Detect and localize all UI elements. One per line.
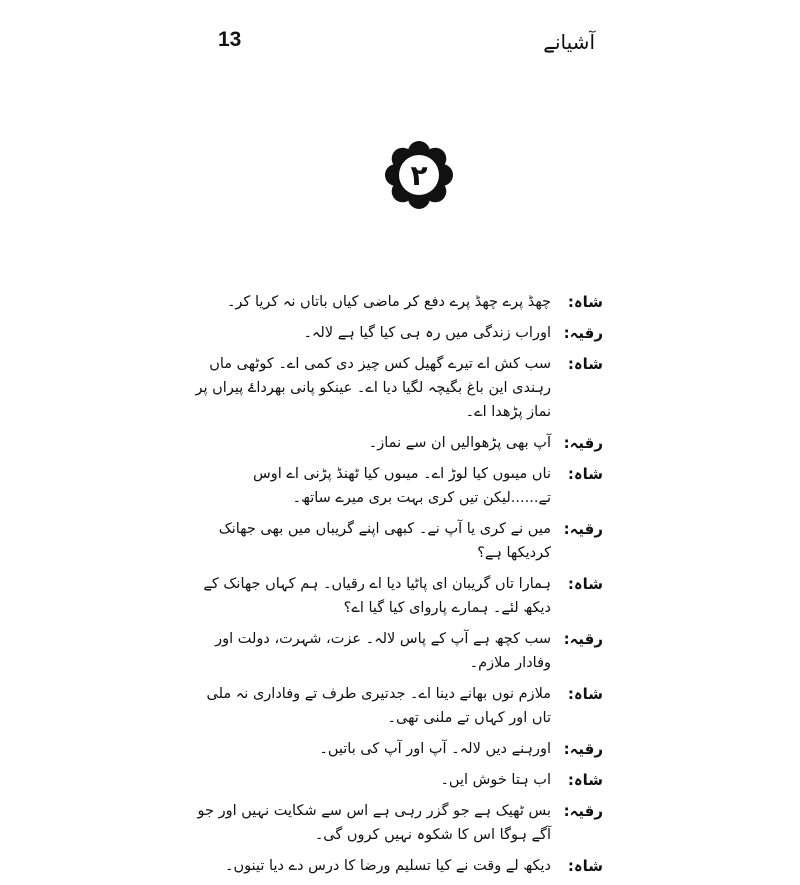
dialogue-line [195, 290, 603, 314]
speaker-label: شاہ: [567, 857, 603, 875]
dialogue-text: اورہنے دیں لالہ۔ آپ اور آپ کی باتیں۔ [319, 741, 551, 757]
dialogue-text: ملازم نوں بھانے دینا اے۔ جدتیری طرف تے وفاداری نہ ملی تاں اور کہاں تے ملنی تھی۔ [206, 686, 551, 726]
speaker-label: رقیہ: [563, 520, 603, 538]
dialogue-line [195, 627, 603, 675]
dialogue-line [195, 321, 603, 345]
dialogue-text: سب کش اے تیرے گھیل کس چیز دی کمی اے۔ کوٹھی ماں رہندی این باغ بگیچہ لگیا دیا اے۔ عینکو پانی بھرداۓ پیراں پر نماز پڑھدا اے۔ [195, 356, 551, 420]
dialogue-line [195, 768, 603, 792]
dialogue-text: دیکھ لے وقت نے کیا تسلیم ورضا کا درس دے دیا تینوں۔ [225, 858, 551, 874]
dialogue-line [195, 737, 603, 761]
dialogue-text: آپ بھی پڑھوالیں ان سے نماز۔ [368, 435, 551, 451]
dialogue-line [195, 799, 603, 847]
dialogue-text: میں نے کری یا آپ نے۔ کبھی اپنے گریباں میں بھی جھانک کردیکھا ہے؟ [218, 521, 551, 561]
dialogue-line [195, 854, 603, 878]
speaker-label: شاہ: [567, 355, 603, 373]
speaker-label: شاہ: [567, 685, 603, 703]
speaker-label: شاہ: [567, 465, 603, 483]
flower-ornament-icon [384, 140, 454, 210]
speaker-label: شاہ: [567, 771, 603, 789]
dialogue-line [195, 352, 603, 424]
chapter-number: ۲ [410, 159, 428, 192]
dialogue-line [195, 682, 603, 730]
dialogue-text: سب کچھ ہے آپ کے پاس لالہ۔ عزت، شہرت، دولت اور وفادار ملازم۔ [215, 631, 551, 671]
dialogue-text: اوراب زندگی میں رہ ہی کیا گیا ہے لالہ۔ [303, 325, 551, 341]
dialogue-block [195, 290, 603, 885]
dialogue-text: ناں میںوں کیا لوڑ اے۔ میںوں کیا ٹھنڈ پڑنی اے اوس تے......لیکن تیں کری بہت بری میرے ساتھ۔ [253, 466, 551, 506]
page-number: 13 [218, 28, 242, 51]
dialogue-line [195, 431, 603, 455]
dialogue-text: چھڈ پرے چھڈ پرے دفع کر ماضی کیاں باتاں نہ کریا کر۔ [226, 294, 551, 310]
speaker-label: رقیہ: [563, 630, 603, 648]
speaker-label: رقیہ: [563, 324, 603, 342]
speaker-label: رقیہ: [563, 434, 603, 452]
running-head-title: آشیانے [543, 30, 595, 54]
dialogue-text: اب ہتا خوش ایں۔ [440, 772, 551, 788]
dialogue-text: ہمارا تاں گریبان ای پاٹیا دیا اے رقیاں۔ ہم کہاں جھانک کے دیکھ لئے۔ ہمارے پاروای کیا گیا اے؟ [203, 576, 551, 616]
speaker-label: شاہ: [567, 575, 603, 593]
dialogue-text: بس ٹھیک ہے جو گزر رہی ہے اس سے شکایت نہیں اور جو آگے ہوگا اس کا شکوہ نہیں کروں گی۔ [197, 803, 551, 843]
speaker-label: رقیہ: [563, 740, 603, 758]
speaker-label: رقیہ: [563, 802, 603, 820]
speaker-label: شاہ: [567, 293, 603, 311]
dialogue-line [195, 517, 603, 565]
chapter-ornament [384, 140, 454, 210]
dialogue-line [195, 462, 603, 510]
dialogue-line [195, 572, 603, 620]
